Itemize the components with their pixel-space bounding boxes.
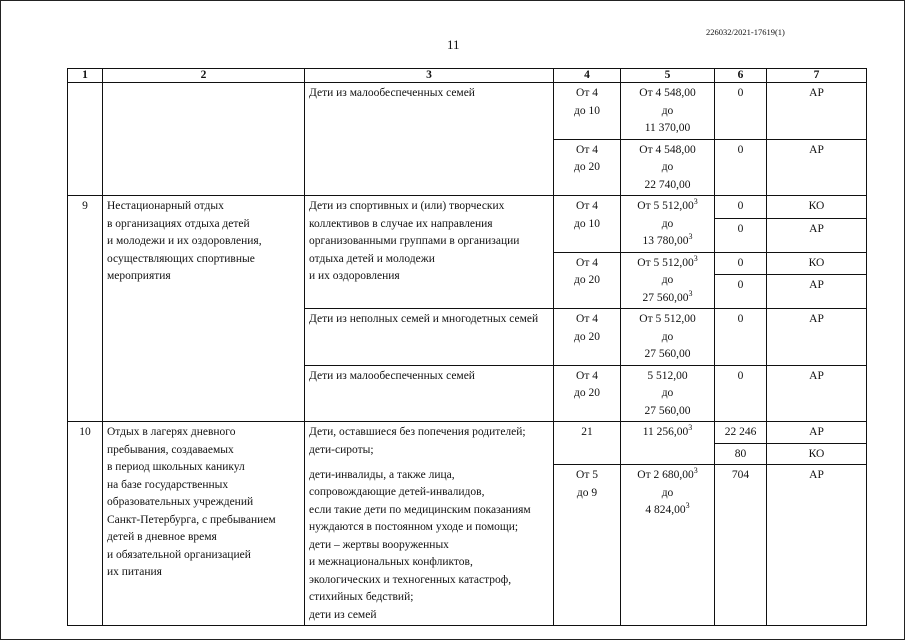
- service-cell: [103, 83, 305, 196]
- source-cell: АР: [767, 219, 867, 252]
- quantity-cell: 0: [715, 309, 767, 366]
- cost-from: От 5 512,00: [637, 256, 694, 269]
- page-number: 11: [447, 37, 460, 52]
- footnote-mark: 3: [688, 423, 693, 433]
- source-cell: АР: [767, 422, 867, 444]
- cost-cell: 5 512,00 до 27 560,00: [621, 365, 715, 422]
- age-cell: От 4 до 20: [554, 252, 621, 309]
- source-cell: АР: [767, 139, 867, 196]
- age-cell: От 5 до 9: [554, 465, 621, 626]
- row-number-cell: 9: [68, 196, 103, 422]
- cost-cell: [621, 196, 715, 253]
- footnote-mark: 3: [688, 288, 693, 298]
- source-cell: АР: [767, 275, 867, 309]
- quantity-cell: 22 246: [715, 422, 767, 444]
- category-cell: Дети, оставшиеся без попечения родителей; дети-сироты;: [305, 422, 554, 465]
- source-cell: АР: [767, 309, 867, 366]
- source-cell: АР: [767, 365, 867, 422]
- service-cell: Отдых в лагерях дневного пребывания, создаваемых в период школьных каникул на базе государственных образовательных учреждений Санкт-Петербурга, с пребыванием детей в дневное время и обязательной организацией их питания: [103, 422, 305, 626]
- quantity-cell: 0: [715, 252, 767, 275]
- cost-to: 4 824,00: [645, 504, 686, 516]
- age-cell: От 4 до 20: [554, 365, 621, 422]
- source-cell: КО: [767, 443, 867, 465]
- quantity-cell: 704: [715, 465, 767, 626]
- category-cell: Дети из малообеспеченных семей: [305, 365, 554, 422]
- cost-to: 13 780,00: [642, 235, 689, 247]
- quantity-cell: 0: [715, 139, 767, 196]
- service-cell: Нестационарный отдых в организациях отдыха детей и молодежи и их оздоровления, осуществляющих спортивные мероприятия: [103, 196, 305, 422]
- footnote-mark: 3: [685, 501, 690, 511]
- footnote-mark: 3: [688, 232, 693, 242]
- cost-cell: [621, 422, 715, 465]
- age-cell: От 4 до 10: [554, 83, 621, 140]
- table-row: [68, 83, 867, 140]
- document-id: 226032/2021-17619(1): [706, 27, 785, 37]
- header-cell: 1: [68, 69, 103, 83]
- footnote-mark: 3: [693, 466, 698, 476]
- row-number-cell: 10: [68, 422, 103, 626]
- cost-from: От 5 512,00: [637, 200, 694, 212]
- cost-cell: [621, 252, 715, 309]
- quantity-cell: 0: [715, 83, 767, 140]
- tariff-table: [67, 68, 867, 626]
- source-cell: КО: [767, 196, 867, 219]
- footnote-mark: 3: [693, 197, 698, 207]
- cost-from: От 2 680,00: [637, 469, 694, 481]
- table-row: [68, 196, 867, 219]
- category-cell: Дети из малообеспеченных семей: [305, 83, 554, 196]
- cost-cell: От 5 512,00 до 27 560,00: [621, 309, 715, 366]
- age-cell: 21: [554, 422, 621, 465]
- cost-to-word: до: [661, 274, 674, 286]
- age-cell: От 4 до 20: [554, 309, 621, 366]
- cost-cell: От 4 548,00 до 11 370,00: [621, 83, 715, 140]
- age-cell: От 4 до 20: [554, 139, 621, 196]
- category-cell: Дети из спортивных и (или) творческих коллективов в случае их направления организованными группами в организации отдыха детей и молодежи и их оздоровления: [305, 196, 554, 309]
- quantity-cell: 80: [715, 443, 767, 465]
- quantity-cell: 0: [715, 365, 767, 422]
- header-row: [68, 69, 867, 83]
- header-cell: 5: [621, 69, 715, 83]
- cost-cell: [621, 465, 715, 626]
- cost-cell: От 4 548,00 до 22 740,00: [621, 139, 715, 196]
- row-number-cell: [68, 83, 103, 196]
- quantity-cell: 0: [715, 219, 767, 252]
- source-cell: КО: [767, 252, 867, 275]
- header-cell: 4: [554, 69, 621, 83]
- header-cell: 6: [715, 69, 767, 83]
- source-cell: АР: [767, 465, 867, 626]
- category-cell: дети-инвалиды, а также лица, сопровождающие детей-инвалидов, если такие дети по медицинским показаниям нуждаются в постоянном уходе и помощи; дети – жертвы вооруженных и межнациональных конфликтов, экологических и техногенных катастроф, стихийных бедствий; дети из семей: [305, 465, 554, 626]
- quantity-cell: 0: [715, 196, 767, 219]
- table-row: [68, 422, 867, 444]
- cost-to-word: до: [661, 217, 674, 230]
- footnote-mark: 3: [693, 253, 698, 263]
- quantity-cell: 0: [715, 275, 767, 309]
- header-cell: 2: [103, 69, 305, 83]
- age-cell: От 4 до 10: [554, 196, 621, 253]
- cost-to: 27 560,00: [642, 291, 689, 304]
- source-cell: АР: [767, 83, 867, 140]
- category-cell: Дети из неполных семей и многодетных семей: [305, 309, 554, 366]
- header-cell: 7: [767, 69, 867, 83]
- cost-to-word: до: [661, 486, 674, 499]
- header-cell: 3: [305, 69, 554, 83]
- cost-value: 11 256,00: [642, 426, 689, 438]
